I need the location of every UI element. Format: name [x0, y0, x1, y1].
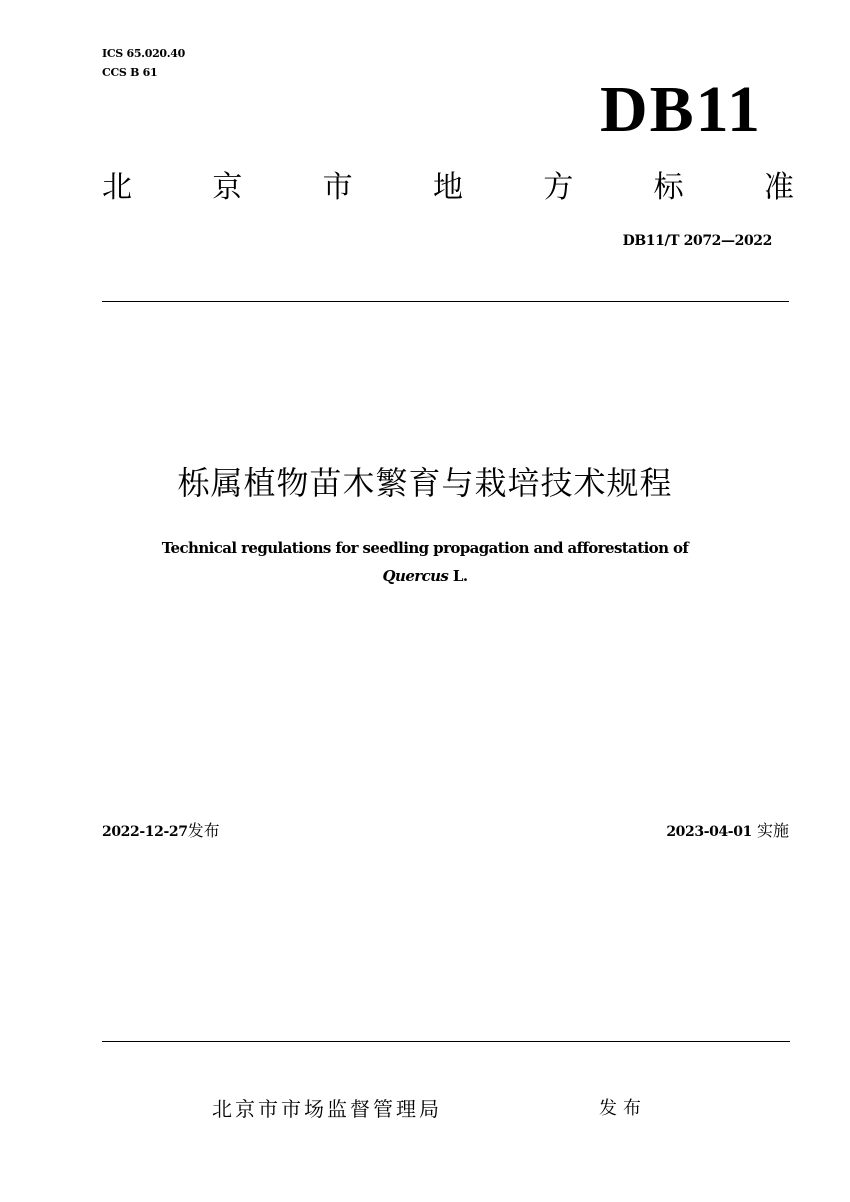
genus-suffix: L.: [448, 567, 468, 585]
ccs-code: CCS B 61: [102, 66, 158, 79]
genus-name: Quercus: [382, 567, 449, 585]
standard-type-char: 地: [432, 170, 463, 205]
standard-type-char: 标: [653, 170, 684, 205]
standard-type: [102, 166, 794, 210]
ics-code: ICS 65.020.40: [102, 47, 186, 60]
issue-date: 2022-12-27: [102, 824, 188, 840]
implementation-date: 2023-04-01: [666, 824, 752, 840]
top-divider: [102, 301, 789, 302]
english-title-line2: [40, 562, 810, 590]
issue-date-block: [102, 820, 220, 843]
standard-type-char: 方: [543, 170, 574, 205]
classification-codes: [102, 44, 185, 82]
standard-number: DB11/T 2072—2022: [622, 233, 772, 249]
issue-label: 发布: [187, 821, 220, 840]
standard-type-char: 北: [102, 170, 132, 205]
bottom-divider: [102, 1041, 790, 1042]
publisher-name: 北京市市场监督管理局: [212, 1097, 442, 1121]
implementation-date-block: [666, 820, 789, 843]
implementation-label: 实施: [756, 821, 789, 840]
english-title: [40, 534, 810, 590]
standard-type-char: 京: [212, 170, 243, 205]
standard-type-char: 准: [763, 170, 794, 205]
publish-word: 发布: [599, 1098, 647, 1119]
db-logo: DB11: [599, 73, 762, 146]
standard-type-char: 市: [322, 170, 353, 205]
chinese-title: 栎属植物苗木繁育与栽培技术规程: [177, 464, 673, 502]
english-title-line1: Technical regulations for seedling propagation and afforestation of: [161, 539, 689, 557]
